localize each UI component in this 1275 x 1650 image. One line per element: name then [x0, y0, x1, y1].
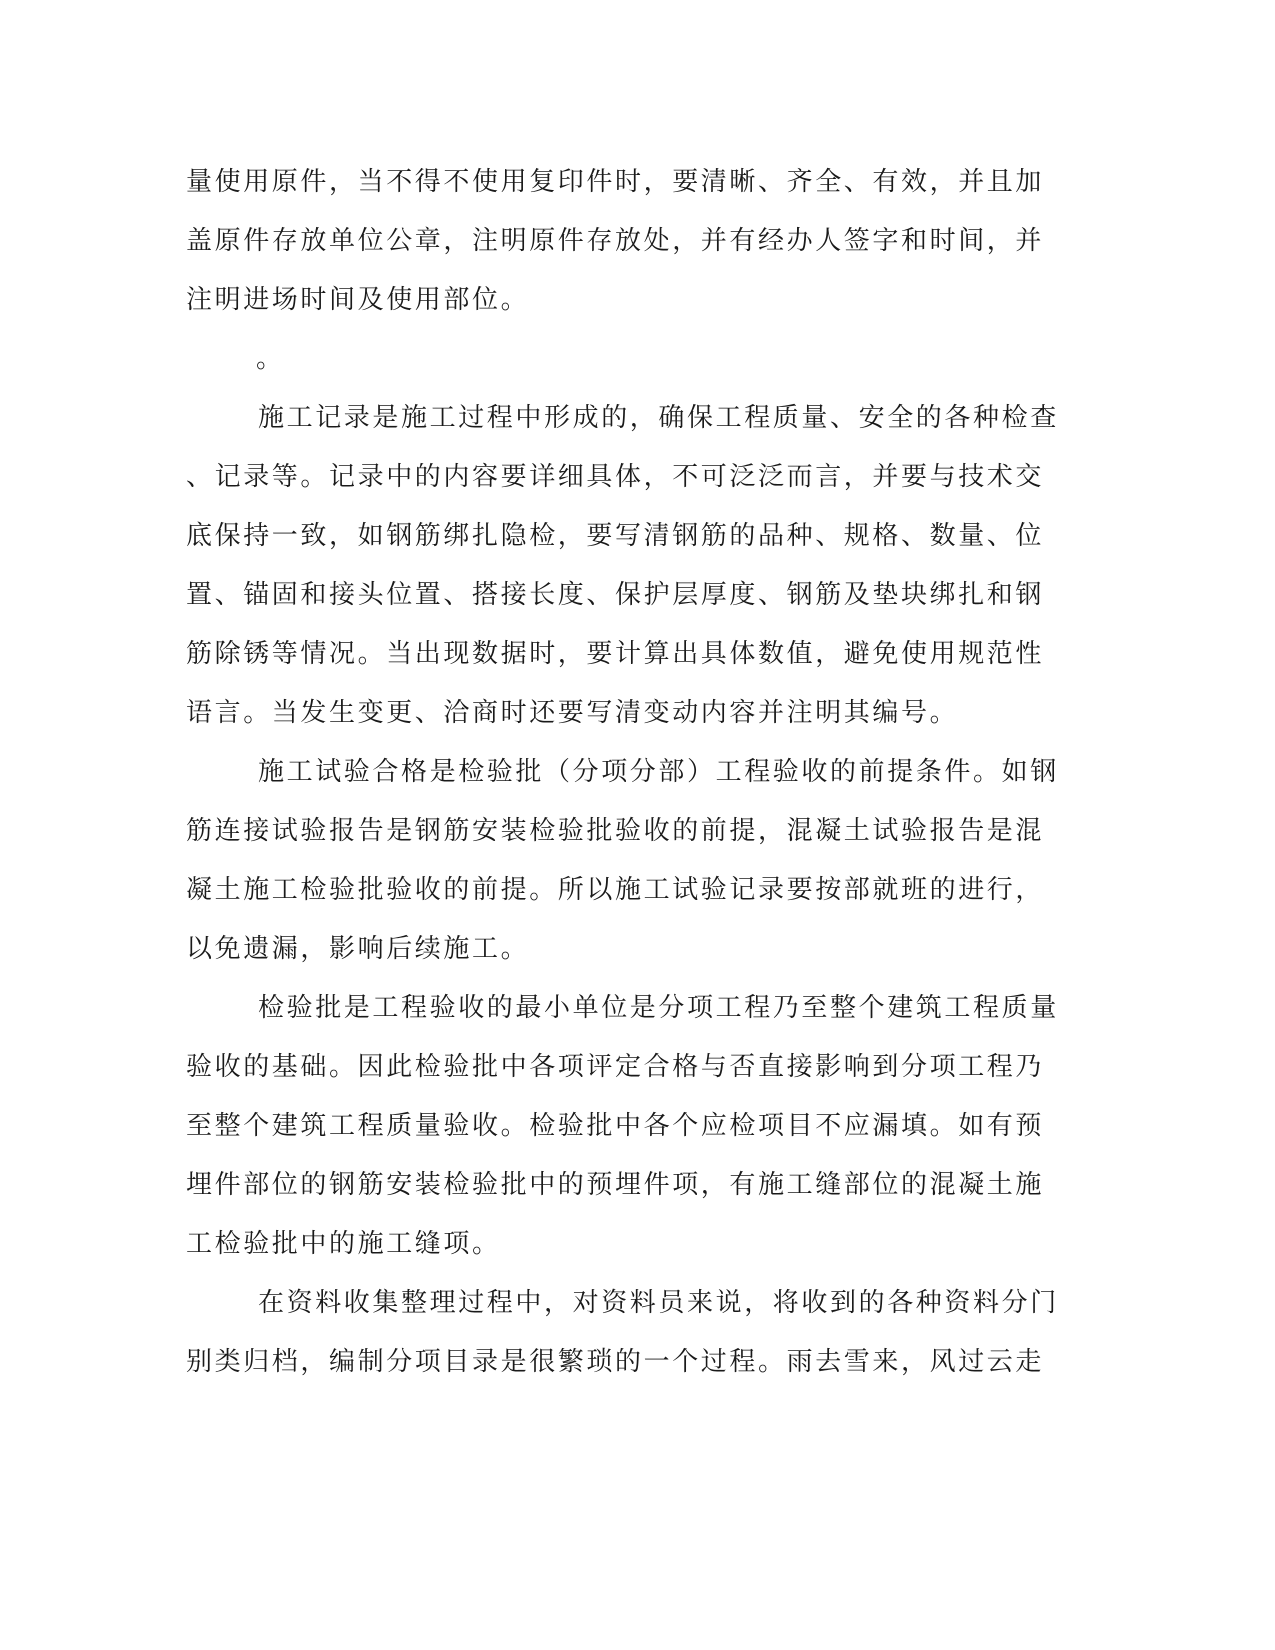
text-line: 埋件部位的钢筋安装检验批中的预埋件项，有施工缝部位的混凝土施 [186, 1170, 1045, 1200]
paragraph-first-line: 在资料收集整理过程中，对资料员来说，将收到的各种资料分门 [258, 1288, 1059, 1318]
text-line: 筋除锈等情况。当出现数据时，要计算出具体数值，避免使用规范性 [186, 639, 1045, 669]
text-line: 量使用原件，当不得不使用复印件时，要清晰、齐全、有效，并且加 [186, 167, 1045, 197]
paragraph-first-line: 施工记录是施工过程中形成的，确保工程质量、安全的各种检查 [258, 403, 1059, 433]
text-line: 至整个建筑工程质量验收。检验批中各个应检项目不应漏填。如有预 [186, 1111, 1045, 1141]
text-line: 、记录等。记录中的内容要详细具体，不可泛泛而言，并要与技术交 [186, 462, 1045, 492]
text-line: 别类归档，编制分项目录是很繁琐的一个过程。雨去雪来，风过云走 [186, 1347, 1045, 1377]
text-line: 底保持一致，如钢筋绑扎隐检，要写清钢筋的品种、规格、数量、位 [186, 521, 1045, 551]
text-line: 盖原件存放单位公章，注明原件存放处，并有经办人签字和时间，并 [186, 226, 1045, 256]
text-line: 。 [256, 344, 285, 374]
paragraph-first-line: 检验批是工程验收的最小单位是分项工程乃至整个建筑工程质量 [258, 993, 1059, 1023]
paragraph-first-line: 施工试验合格是检验批（分项分部）工程验收的前提条件。如钢 [258, 757, 1059, 787]
text-line: 语言。当发生变更、洽商时还要写清变动内容并注明其编号。 [186, 698, 959, 728]
text-line: 工检验批中的施工缝项。 [186, 1229, 501, 1259]
text-line: 验收的基础。因此检验批中各项评定合格与否直接影响到分项工程乃 [186, 1052, 1045, 1082]
text-line: 凝土施工检验批验收的前提。所以施工试验记录要按部就班的进行， [186, 875, 1045, 905]
text-line: 筋连接试验报告是钢筋安装检验批验收的前提，混凝土试验报告是混 [186, 816, 1045, 846]
text-line: 置、锚固和接头位置、搭接长度、保护层厚度、钢筋及垫块绑扎和钢 [186, 580, 1045, 610]
text-line: 注明进场时间及使用部位。 [186, 285, 530, 315]
text-line: 以免遗漏，影响后续施工。 [186, 934, 530, 964]
